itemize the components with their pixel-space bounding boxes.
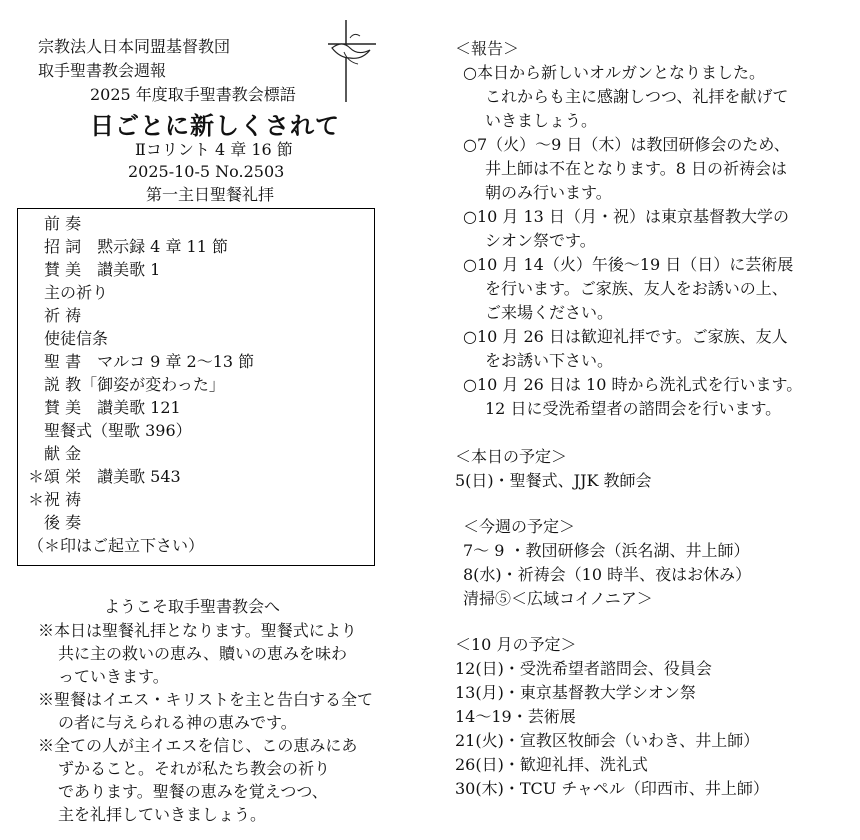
date-number: 2025-10-5 No.2503 — [128, 162, 285, 181]
order-item: 献 金 — [28, 444, 82, 463]
today-heading: ＜本日の予定＞ — [455, 447, 568, 466]
october-item: 13(月)・東京基督教大学シオン祭 — [455, 683, 696, 702]
report-line: ご来場ください。 — [485, 303, 614, 322]
order-item: 聖餐式（聖歌 396） — [28, 421, 192, 440]
order-item: ＊祝 祷 — [28, 490, 82, 509]
week-item: 清掃⑤＜広域コイノニア＞ — [463, 589, 653, 608]
report-line: ○7（火）～9 日（木）は教団研修会のため、 — [463, 135, 790, 154]
left-column — [0, 0, 420, 840]
report-line: ○本日から新しいオルガンとなりました。 — [463, 63, 765, 82]
welcome-line: っていきます。 — [58, 667, 169, 686]
welcome-line: であります。聖餐の恵みを覚えつつ、 — [58, 782, 328, 801]
bulletin-name: 取手聖書教会週報 — [38, 61, 167, 80]
order-item: 招 詞 黙示録 4 章 11 節 — [28, 237, 228, 256]
report-heading: ＜報告＞ — [455, 39, 520, 58]
org-name: 宗教法人日本同盟基督教団 — [38, 37, 231, 56]
order-item: 説 教「御姿が変わった」 — [28, 375, 225, 394]
report-line: ○10 月 13 日（月・祝）は東京基督教大学の — [463, 207, 789, 226]
order-item: 祈 祷 — [28, 306, 82, 325]
order-of-worship-box — [17, 208, 375, 566]
report-line: ○10 月 14（火）午後～19 日（日）に芸術展 — [463, 255, 794, 274]
welcome-line: 主を礼拝していきましょう。 — [58, 805, 267, 824]
week-heading: ＜今週の予定＞ — [463, 517, 576, 536]
welcome-line: ※本日は聖餐礼拝となります。聖餐式により — [38, 621, 357, 640]
order-item: 前 奏 — [28, 214, 82, 233]
report-line: シオン祭です。 — [485, 231, 596, 250]
report-line: いきましょう。 — [485, 111, 598, 130]
service-name: 第一主日聖餐礼拝 — [146, 185, 275, 204]
report-line: これからも主に感謝しつつ、礼拝を献げて — [485, 87, 789, 106]
october-item: 26(日)・歓迎礼拝、洗礼式 — [455, 755, 648, 774]
order-item: 使徒信条 — [28, 329, 109, 348]
today-item: 5(日)・聖餐式、JJK 教師会 — [455, 471, 652, 490]
report-line: をお誘い下さい。 — [485, 351, 614, 370]
motto-label: 2025 年度取手聖書教会標語 — [90, 85, 296, 104]
october-heading: ＜10 月の予定＞ — [455, 635, 577, 654]
dove-cross-icon — [324, 18, 382, 104]
report-line: 12 日に受洗希望者の諮問会を行います。 — [485, 399, 782, 418]
welcome-line: ※全ての人が主イエスを信じ、この恵みにあ — [38, 736, 358, 755]
welcome-line: ずかること。それが私たち教会の祈り — [58, 759, 331, 778]
order-item: 聖 書 マルコ 9 章 2～13 節 — [28, 352, 255, 371]
report-line: ○10 月 26 日は 10 時から洗礼式を行います。 — [463, 375, 803, 394]
report-line: ○10 月 26 日は歓迎礼拝です。ご家族、友人 — [463, 327, 788, 346]
welcome-title: ようこそ取手聖書教会へ — [104, 597, 281, 616]
welcome-line: ※聖餐はイエス・キリストを主と告白する全て — [38, 690, 374, 709]
motto-title: 日ごとに新しくされて — [90, 112, 340, 140]
order-item: 後 奏 — [28, 513, 82, 532]
report-line: 朝のみ行います。 — [485, 183, 612, 202]
october-item: 21(火)・宣教区牧師会（いわき、井上師） — [455, 731, 760, 750]
welcome-line: の者に与えられる神の恵みです。 — [58, 713, 297, 732]
order-note: （＊印はご起立下さい） — [28, 536, 205, 555]
october-item: 14～19・芸術展 — [455, 707, 576, 726]
report-line: を行います。ご家族、友人をお誘いの上、 — [485, 279, 788, 298]
order-item: ＊頌 栄 讃美歌 543 — [28, 467, 181, 486]
report-line: 井上師は不在となります。8 日の祈祷会は — [485, 159, 787, 178]
welcome-line: 共に主の救いの恵み、贖いの恵みを味わ — [58, 644, 347, 663]
october-item: 12(日)・受洗希望者諮問会、役員会 — [455, 659, 712, 678]
right-column — [455, 0, 860, 840]
october-item: 30(木)・TCU チャペル（印西市、井上師） — [455, 779, 769, 798]
order-item: 賛 美 讃美歌 121 — [28, 398, 181, 417]
week-item: 8(水)・祈祷会（10 時半、夜はお休み） — [463, 565, 752, 584]
order-item: 主の祈り — [28, 283, 109, 302]
order-item: 賛 美 讃美歌 1 — [28, 260, 161, 279]
motto-verse: Ⅱコリント 4 章 16 節 — [135, 140, 293, 159]
week-item: 7～ 9 ・教団研修会（浜名湖、井上師） — [463, 541, 750, 560]
